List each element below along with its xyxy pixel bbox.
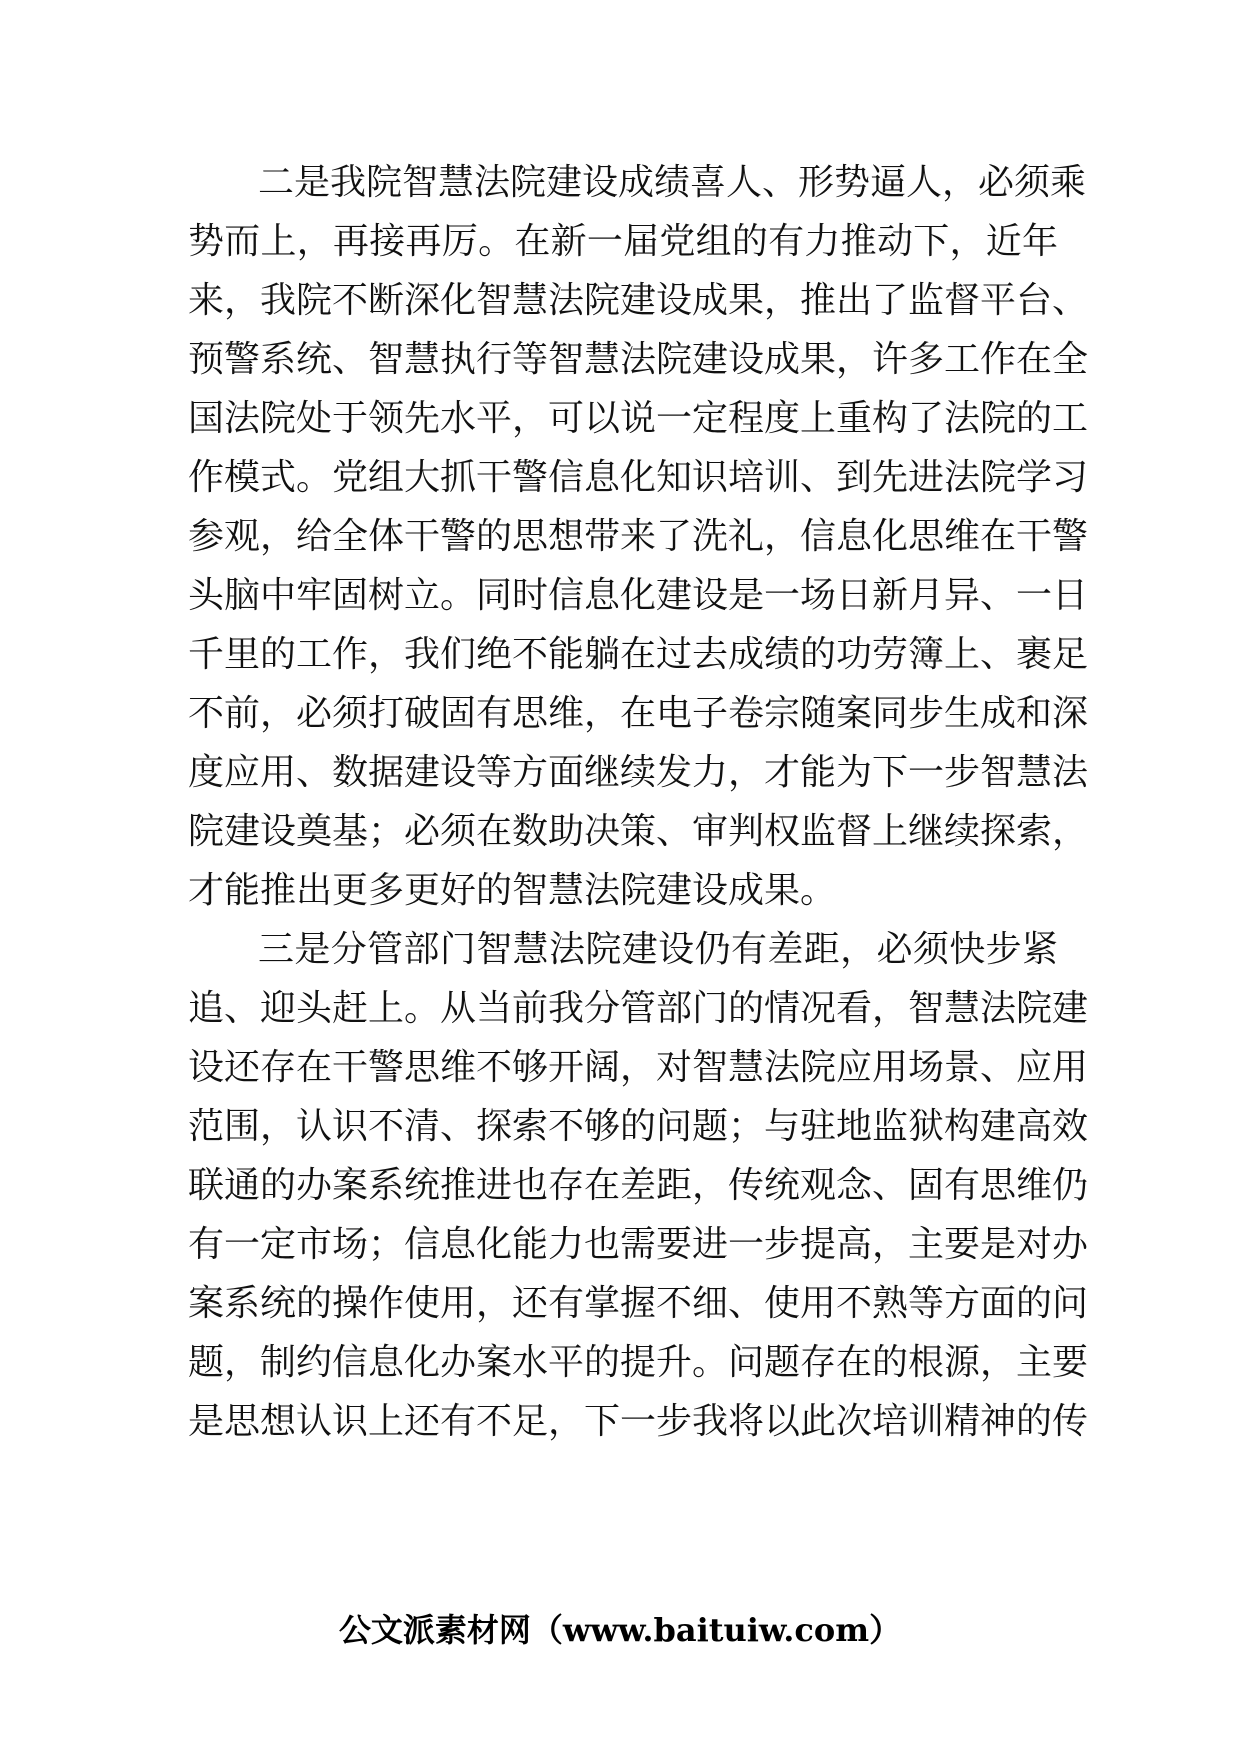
paragraph-1-line-9: 千里的工作，我们绝不能躺在过去成绩的功劳簿上、裹足 (188, 634, 1089, 675)
paragraph-2-line-4: 范围，认识不清、探索不够的问题；与驻地监狱构建高效 (188, 1106, 1089, 1147)
paragraph-1-line-3: 来，我院不断深化智慧法院建设成果，推出了监督平台、 (188, 280, 1089, 321)
paragraph-2-line-2: 追、迎头赶上。从当前我分管部门的情况看，智慧法院建 (188, 988, 1089, 1029)
paragraph-1-line-13: 才能推出更多更好的智慧法院建设成果。 (188, 870, 837, 911)
paragraph-1-line-12: 院建设奠基；必须在数助决策、审判权监督上继续探索， (188, 811, 1089, 852)
paragraph-2-line-7: 案系统的操作使用，还有掌握不细、使用不熟等方面的问 (188, 1283, 1089, 1324)
paragraph-2-line-6: 有一定市场；信息化能力也需要进一步提高，主要是对办 (188, 1224, 1089, 1265)
page-footer-source: 公文派素材网（www.baituiw.com） (338, 1611, 902, 1649)
paragraph-2-line-1: 三是分管部门智慧法院建设仍有差距，必须快步紧 (258, 929, 1058, 970)
paragraph-1-line-4: 预警系统、智慧执行等智慧法院建设成果，许多工作在全 (188, 339, 1089, 380)
paragraph-1-line-1: 二是我院智慧法院建设成绩喜人、形势逼人，必须乘 (258, 162, 1087, 203)
paragraph-1-line-10: 不前，必须打破固有思维，在电子卷宗随案同步生成和深 (188, 693, 1089, 734)
paragraph-1-line-7: 参观，给全体干警的思想带来了洗礼，信息化思维在干警 (188, 516, 1089, 557)
paragraph-1-line-11: 度应用、数据建设等方面继续发力，才能为下一步智慧法 (188, 752, 1089, 793)
paragraph-1-line-5: 国法院处于领先水平，可以说一定程度上重构了法院的工 (188, 398, 1089, 439)
paragraph-1-line-6: 作模式。党组大抓干警信息化知识培训、到先进法院学习 (188, 457, 1089, 498)
paragraph-2-line-5: 联通的办案系统推进也存在差距，传统观念、固有思维仍 (188, 1165, 1089, 1206)
paragraph-2-line-3: 设还存在干警思维不够开阔，对智慧法院应用场景、应用 (188, 1047, 1089, 1088)
paragraph-1-line-8: 头脑中牢固树立。同时信息化建设是一场日新月异、一日 (188, 575, 1089, 616)
paragraph-1-line-2: 势而上，再接再厉。在新一届党组的有力推动下，近年 (188, 221, 1058, 262)
paragraph-2-line-8: 题，制约信息化办案水平的提升。问题存在的根源，主要 (188, 1342, 1089, 1383)
paragraph-2-line-9: 是思想认识上还有不足，下一步我将以此次培训精神的传 (188, 1401, 1089, 1442)
